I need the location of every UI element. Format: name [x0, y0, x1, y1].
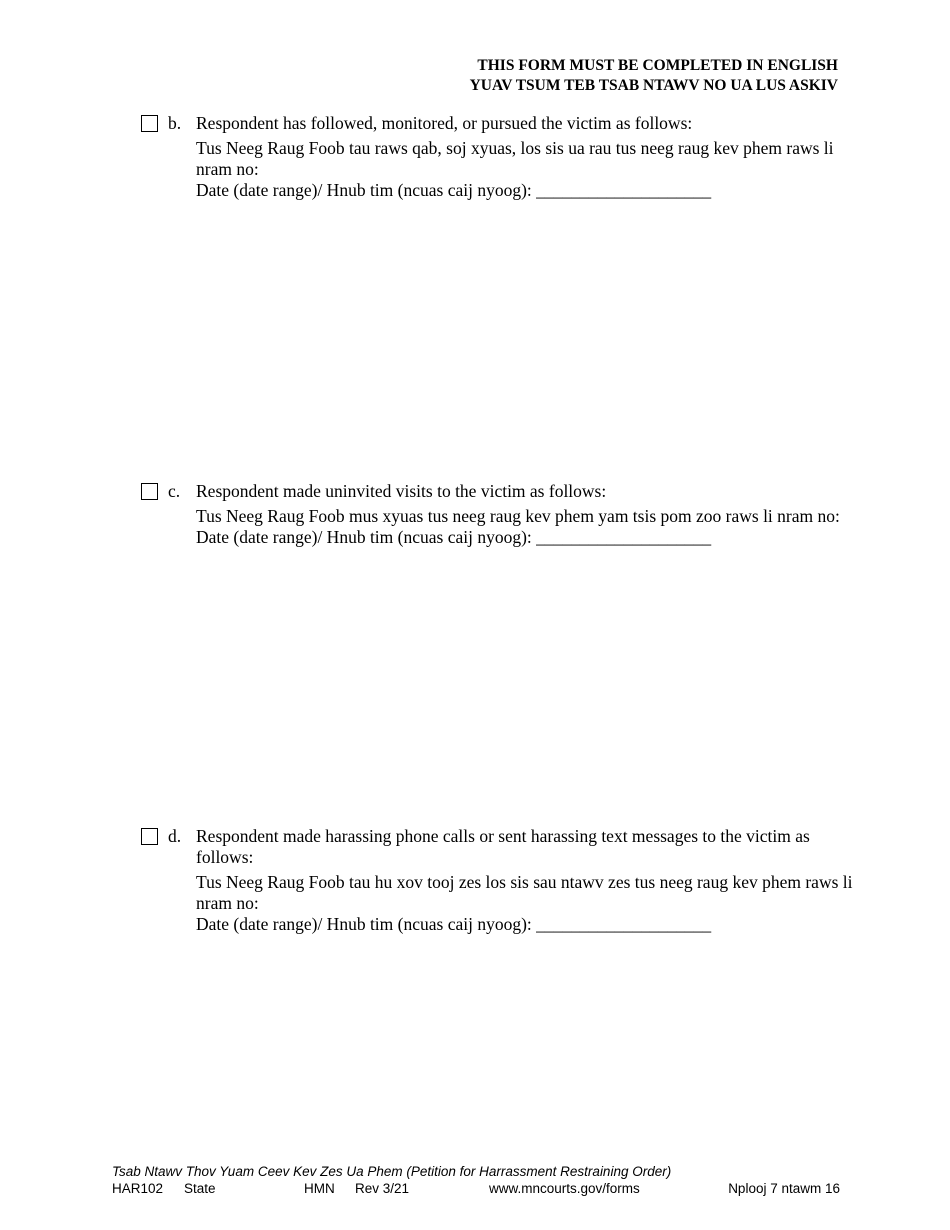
item-b-hmong-text: Tus Neeg Raug Foob tau raws qab, soj xyuas, los sis ua rau tus neeg raug kev phem raws li nram no: — [196, 138, 834, 179]
footer-language: HMN — [304, 1181, 335, 1196]
item-c-english-text: Respondent made uninvited visits to the victim as follows: — [196, 481, 607, 501]
item-c-content — [196, 481, 861, 548]
header-hmong-notice: YUAV TSUM TEB TSAB NTAWV NO UA LUS ASKIV — [469, 77, 838, 94]
footer-form-title: Tsab Ntawv Thov Yuam Ceev Kev Zes Ua Phem (Petition for Harrassment Restraining Order) — [112, 1164, 672, 1179]
item-b-date-field[interactable]: Date (date range)/ Hnub tim (ncuas caij nyoog): ____________________ — [196, 180, 712, 200]
item-c-letter: c. — [168, 481, 181, 501]
footer-page-number: Nplooj 7 ntawm 16 — [728, 1181, 840, 1196]
item-d-hmong-text: Tus Neeg Raug Foob tau hu xov tooj zes los sis sau ntawv zes tus neeg raug kev phem raws li nram no: — [196, 872, 853, 913]
item-b-letter: b. — [168, 113, 182, 133]
item-d-date-field[interactable]: Date (date range)/ Hnub tim (ncuas caij nyoog): ____________________ — [196, 914, 712, 934]
footer-revision: Rev 3/21 — [355, 1181, 410, 1196]
item-b-content — [196, 113, 861, 201]
item-c-checkbox[interactable] — [141, 483, 158, 500]
header-english-notice: THIS FORM MUST BE COMPLETED IN ENGLISH — [477, 57, 838, 74]
item-d-checkbox[interactable] — [141, 828, 158, 845]
item-d-english-text: Respondent made harassing phone calls or sent harassing text messages to the victim as follows: — [196, 826, 810, 867]
item-d-content — [196, 826, 861, 935]
footer-url[interactable]: www.mncourts.gov/forms — [489, 1181, 640, 1196]
item-c-date-field[interactable]: Date (date range)/ Hnub tim (ncuas caij nyoog): ____________________ — [196, 527, 712, 547]
page-footer — [112, 1163, 840, 1197]
form-header — [470, 56, 838, 96]
item-b-english-text: Respondent has followed, monitored, or pursued the victim as follows: — [196, 113, 693, 133]
footer-meta-row — [112, 1180, 840, 1197]
footer-form-code: HAR102 — [112, 1181, 164, 1196]
item-b-checkbox[interactable] — [141, 115, 158, 132]
footer-jurisdiction: State — [184, 1181, 216, 1196]
item-d-letter: d. — [168, 826, 182, 846]
item-c-hmong-text: Tus Neeg Raug Foob mus xyuas tus neeg raug kev phem yam tsis pom zoo raws li nram no: — [196, 506, 840, 526]
